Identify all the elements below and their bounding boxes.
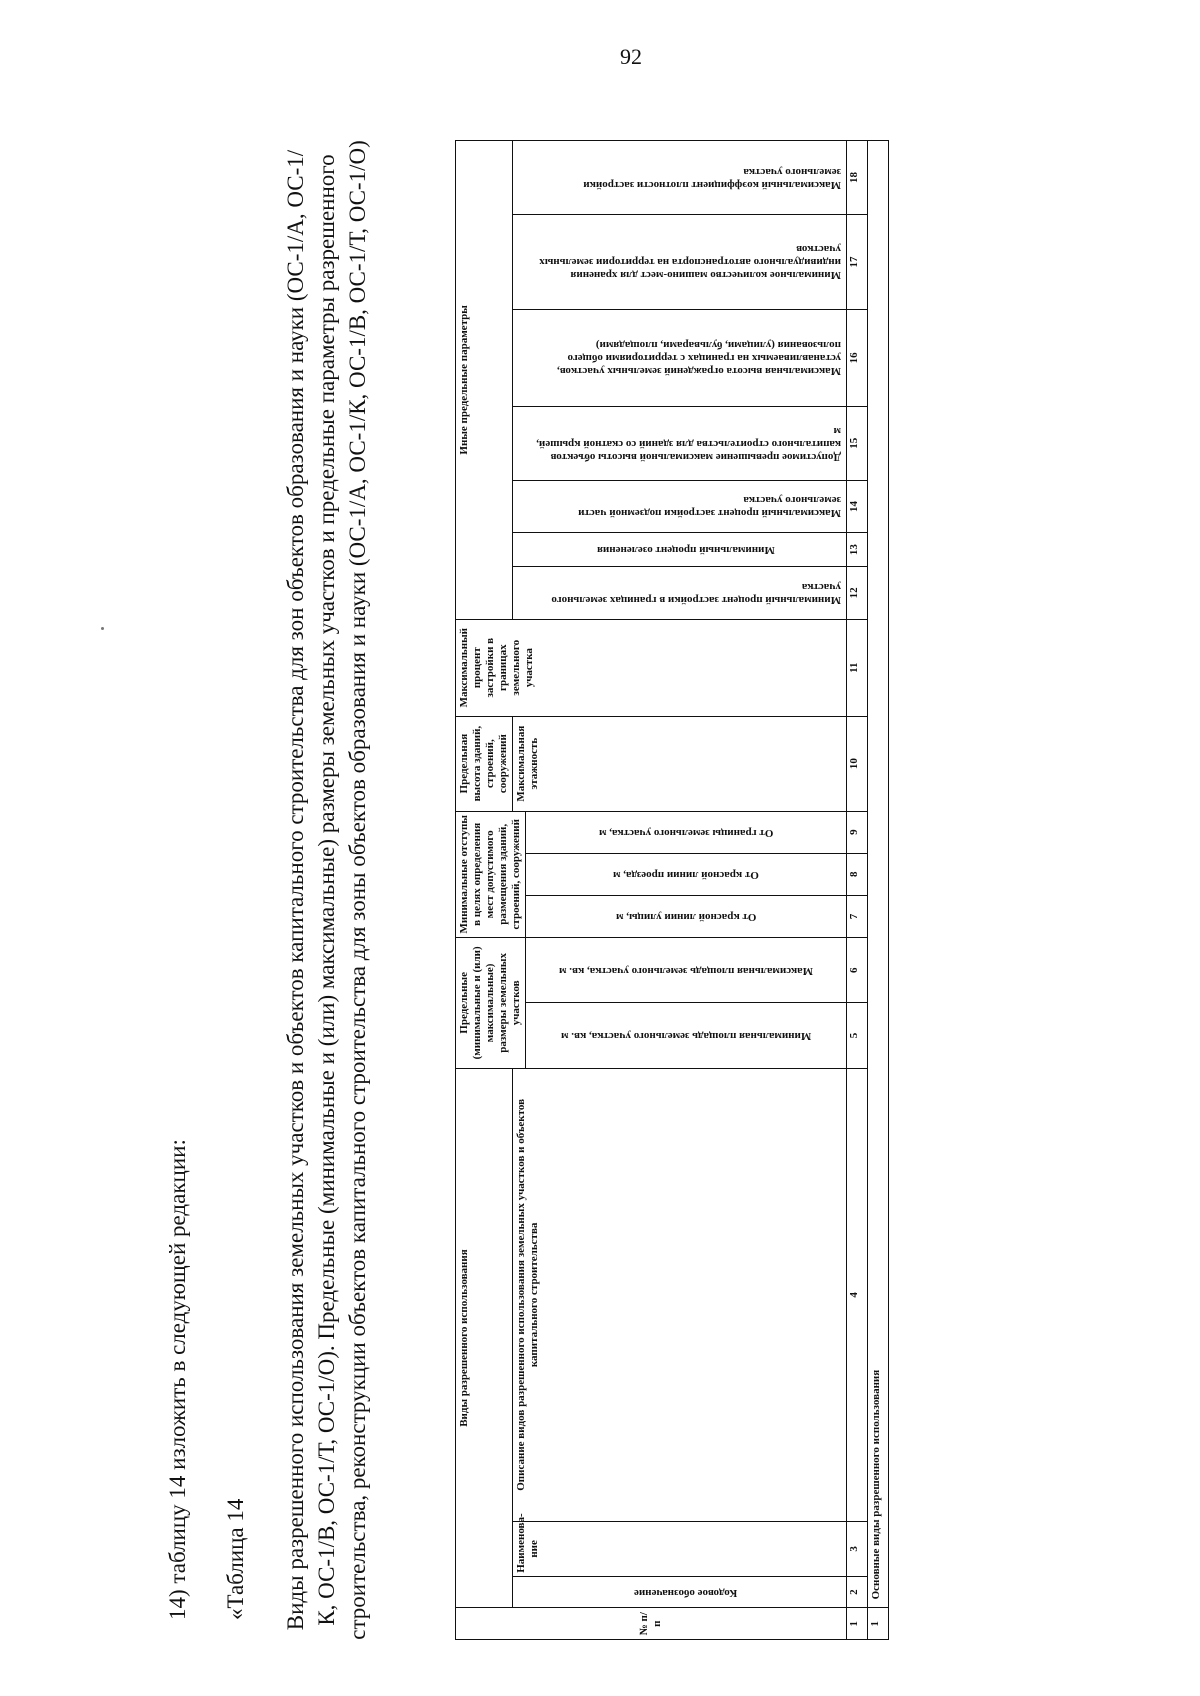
col-18-header: Максимальный коэффициент плотности застройки земельного участка <box>513 141 847 215</box>
group-other-header: Иные предельные параметры <box>456 141 513 620</box>
column-number: 4 <box>847 1068 868 1521</box>
group-vri-header: Виды разрешенного использования <box>456 1068 513 1608</box>
column-number: 1 <box>847 1608 868 1640</box>
section-title: Основные виды разрешенного использования <box>868 141 889 1608</box>
col-max-build-pct-header: Максимальный процент застройки в границах земельного участка <box>456 619 847 716</box>
col-desc-header: Описание видов разрешенного использования земельных участков и объектов капитального строительства <box>513 1068 847 1521</box>
group-setbacks-header: Минимальные отступы в целях определения мест допустимого размещения зданий, строений, сооружений <box>456 811 526 937</box>
column-number: 10 <box>847 716 868 811</box>
section-number: 1 <box>868 1608 889 1640</box>
column-number: 8 <box>847 853 868 895</box>
col-number-header: № п/п <box>456 1608 847 1640</box>
column-number: 6 <box>847 938 868 1003</box>
column-number: 9 <box>847 811 868 853</box>
regulation-table <box>455 140 889 1640</box>
col-setback-drive-header: От красной линии проезда, м <box>526 853 847 895</box>
column-number: 2 <box>847 1576 868 1608</box>
col-name-header: Наименова-ние <box>513 1521 847 1576</box>
column-number: 13 <box>847 533 868 567</box>
col-min-area-header: Минимальная площадь земельного участка, кв. м <box>526 1003 847 1068</box>
rotated-page-content <box>165 140 1085 1640</box>
col-15-header: Допустимое превышение максимальной высоты объектов капитального строительства для зданий со скатной крышей, м <box>513 406 847 480</box>
column-number: 16 <box>847 309 868 406</box>
header-row-1 <box>456 141 513 1640</box>
column-number: 5 <box>847 1003 868 1068</box>
col-17-header: Минимальное количество машино-мест для хранения индивидуального автотранспорта на территории земельных участков <box>513 215 847 310</box>
col-12-header: Минимальный процент застройки в границах земельного участка <box>513 567 847 620</box>
group-height-header: Предельная высота зданий, строений, сооружений <box>456 716 513 811</box>
column-number: 14 <box>847 480 868 533</box>
intro-line: 14) таблицу 14 изложить в следующей редакции: <box>165 1139 190 1620</box>
column-number: 18 <box>847 141 868 215</box>
column-number: 3 <box>847 1521 868 1576</box>
group-sizes-header: Предельные (минимальные и (или) максимальные) размеры земельных участков <box>456 938 526 1069</box>
column-number: 7 <box>847 895 868 937</box>
scan-speck <box>101 627 104 630</box>
col-code-header: Кодовое обозначение <box>513 1576 847 1608</box>
page-number: 92 <box>620 44 642 69</box>
column-number: 12 <box>847 567 868 620</box>
col-max-area-header: Максимальная площадь земельного участка, кв. м <box>526 938 847 1003</box>
col-setback-border-header: От границы земельного участка, м <box>526 811 847 853</box>
column-number: 11 <box>847 619 868 716</box>
col-13-header: Минимальный процент озеленения <box>513 533 847 567</box>
column-numbers-row <box>847 141 868 1640</box>
col-16-header: Максимальная высота ограждений земельных участков, устанавливаемых на границах с территориями общего пользования (улицами, бульварами, площадями) <box>513 309 847 406</box>
col-setback-street-header: От красной линии улицы, м <box>526 895 847 937</box>
col-max-floors-header: Максимальная этажность <box>513 716 847 811</box>
column-number: 15 <box>847 406 868 480</box>
col-14-header: Максимальный процент застройки подземной части земельного участка <box>513 480 847 533</box>
section-row <box>868 141 889 1640</box>
table-label: «Таблица 14 <box>223 1498 248 1620</box>
table-heading: Виды разрешенного использования земельных участков и объектов капитального строительства для зон объектов образования и науки (ОС-1/А, ОС-1/К, ОС-1/В, ОС-1/Т, ОС-1/О). Предельные (минимальные и (или) максимальные) размеры земельных участков и предельные параметры разрешенного строительства, реконструкции объектов капитального строительства для зоны объектов образования и науки (ОС-1/А, ОС-1/К, ОС-1/В, ОС-1/Т, ОС-1/О) <box>283 140 370 1640</box>
column-number: 17 <box>847 215 868 310</box>
